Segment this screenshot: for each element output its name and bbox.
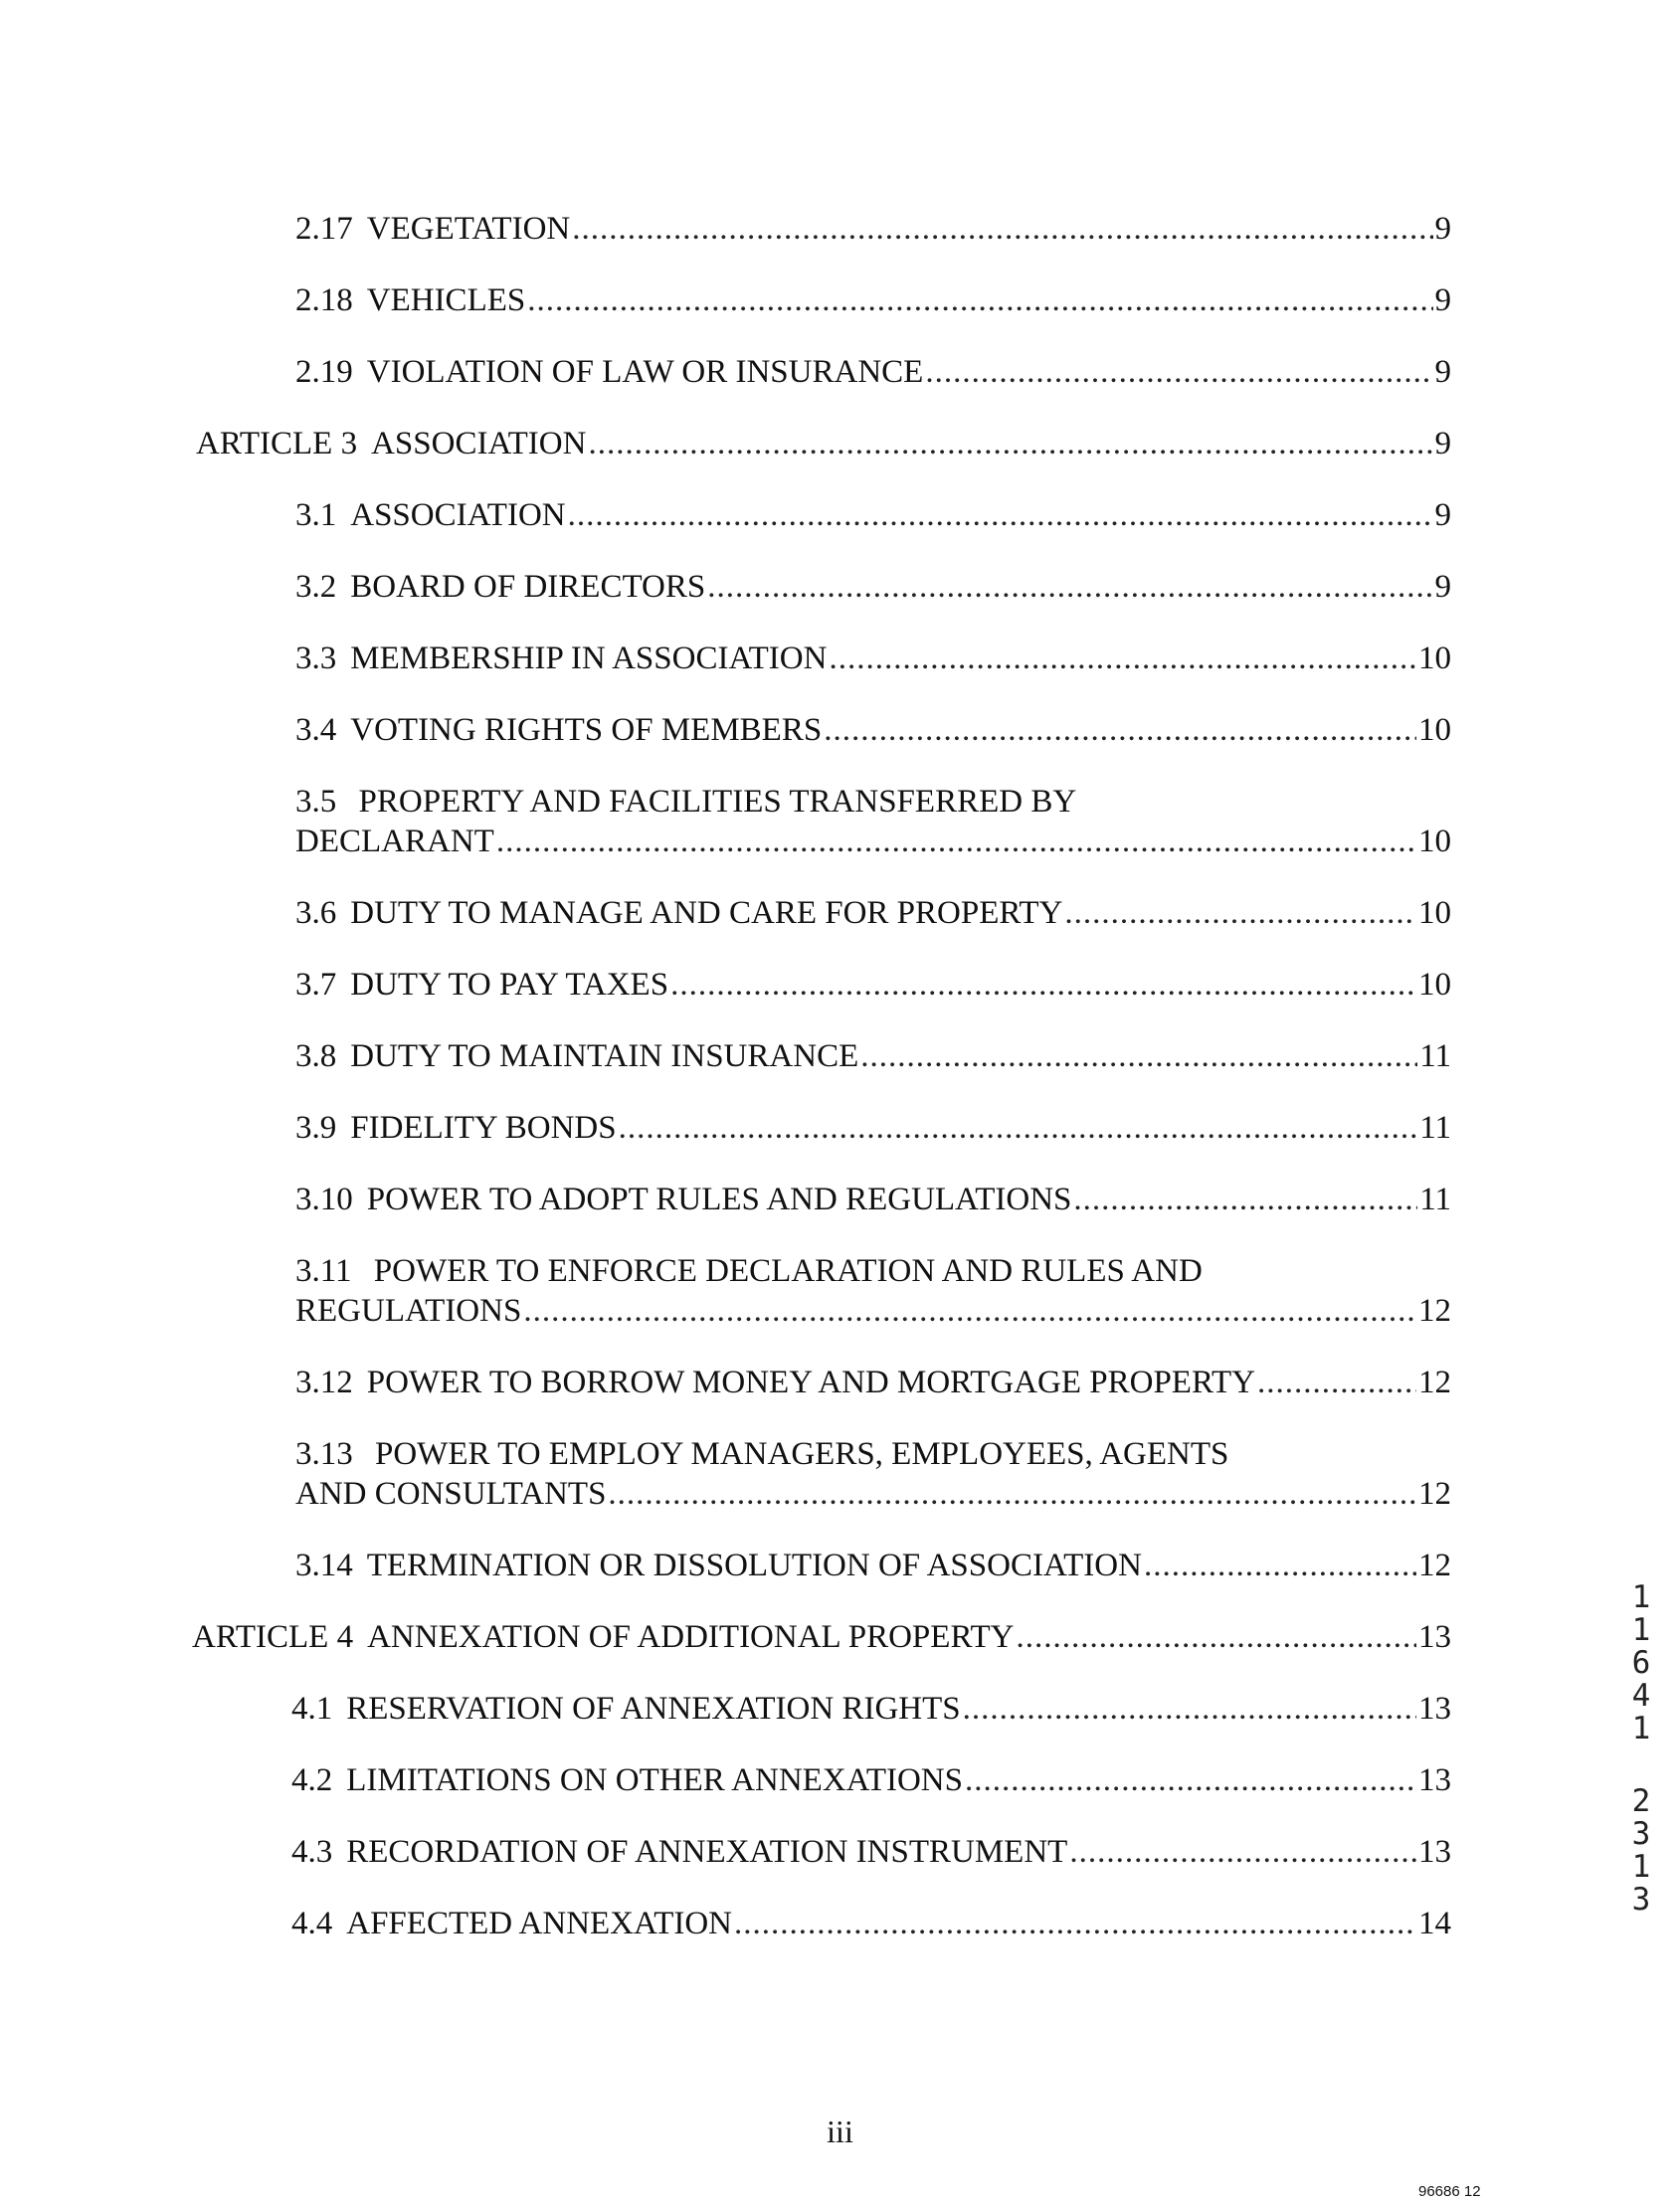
toc-entry	[295, 1363, 1451, 1402]
toc-page-number: 10	[1418, 895, 1451, 931]
toc-title: DUTY TO MANAGE AND CARE FOR PROPERTY	[350, 895, 1063, 931]
toc-page-number: 13	[1418, 1762, 1451, 1798]
toc-title: TERMINATION OR DISSOLUTION OF ASSOCIATION	[366, 1548, 1142, 1583]
dot-leader	[1257, 1363, 1416, 1402]
dot-leader	[1144, 1546, 1416, 1585]
toc-page-number: 12	[1418, 1293, 1451, 1329]
document-number: 96686 12	[1418, 2183, 1481, 2200]
toc-title: VOTING RIGHTS OF MEMBERS	[350, 712, 823, 748]
toc-page-number: 9	[1434, 354, 1451, 390]
toc-number: 3.3	[295, 641, 337, 676]
page-number: iii	[827, 2113, 853, 2149]
toc-page-number: 13	[1418, 1619, 1451, 1655]
toc-entry	[295, 567, 1451, 607]
toc-title: VEGETATION	[366, 211, 571, 247]
toc-page-number: 9	[1434, 426, 1451, 461]
toc-title: VEHICLES	[366, 282, 526, 318]
toc-title: LIMITATIONS ON OTHER ANNEXATIONS	[346, 1762, 963, 1798]
toc-entry	[295, 1036, 1451, 1076]
toc-number: 3.12	[295, 1365, 353, 1400]
toc-page-number: 14	[1418, 1906, 1451, 1941]
toc-entry	[295, 352, 1451, 392]
stamp-digit: 6	[1631, 1645, 1651, 1681]
toc-entry	[295, 1546, 1451, 1585]
toc-title: ASSOCIATION	[350, 497, 566, 533]
toc-page-number: 10	[1418, 712, 1451, 748]
toc-page-number: 12	[1418, 1365, 1451, 1400]
toc-title: ANNEXATION OF ADDITIONAL PROPERTY	[367, 1619, 1015, 1655]
dot-leader	[1064, 893, 1416, 933]
toc-title-continued: REGULATIONS	[295, 1293, 522, 1329]
toc-number: 3.10	[295, 1182, 353, 1217]
dot-leader	[965, 1760, 1416, 1800]
toc-entry	[295, 1251, 1451, 1331]
toc-title: POWER TO EMPLOY MANAGERS, EMPLOYEES, AGENTS	[375, 1436, 1229, 1472]
toc-title: ASSOCIATION	[371, 426, 587, 461]
toc-title: FIDELITY BONDS	[350, 1110, 617, 1146]
toc-title: POWER TO ADOPT RULES AND REGULATIONS	[366, 1182, 1072, 1217]
dot-leader	[824, 710, 1416, 750]
dot-leader	[1073, 1180, 1417, 1219]
toc-title: AFFECTED ANNEXATION	[346, 1906, 732, 1941]
toc-number: 4.4	[291, 1906, 333, 1941]
dot-leader	[1069, 1832, 1416, 1872]
toc-entry	[295, 1434, 1451, 1514]
toc-number: 3.7	[295, 967, 337, 1003]
toc-title: PROPERTY AND FACILITIES TRANSFERRED BY	[358, 784, 1077, 820]
toc-page-number: 12	[1418, 1548, 1451, 1583]
toc-entry	[295, 209, 1451, 249]
dot-leader	[572, 209, 1432, 249]
toc-entry	[291, 1904, 1451, 1943]
toc-entry	[291, 1689, 1451, 1729]
dot-leader	[829, 639, 1416, 678]
dot-leader	[619, 1108, 1418, 1148]
toc-article-entry	[196, 424, 1451, 463]
toc-title: DUTY TO PAY TAXES	[350, 967, 669, 1003]
dot-leader	[925, 352, 1432, 392]
toc-page-number: 11	[1419, 1110, 1451, 1146]
toc-entry	[291, 1832, 1451, 1872]
toc-page-number: 9	[1434, 211, 1451, 247]
toc-title: RECORDATION OF ANNEXATION INSTRUMENT	[346, 1834, 1068, 1870]
toc-number: 4.2	[291, 1762, 333, 1798]
toc-page-number: 9	[1434, 569, 1451, 605]
stamp-digit: 3	[1631, 1816, 1651, 1852]
dot-leader	[707, 567, 1432, 607]
toc-title: POWER TO BORROW MONEY AND MORTGAGE PROPERTY	[366, 1365, 1255, 1400]
toc-entry	[295, 965, 1451, 1005]
toc-title-continued: DECLARANT	[295, 824, 494, 859]
dot-leader	[523, 1291, 1416, 1331]
toc-page-number: 10	[1418, 641, 1451, 676]
stamp-digit: 1	[1631, 1711, 1651, 1746]
toc-page-number: 10	[1418, 967, 1451, 1003]
stamp-digit: 2	[1631, 1783, 1651, 1819]
toc-title-continued: AND CONSULTANTS	[295, 1476, 607, 1512]
recording-stamp	[1621, 1581, 1661, 1917]
dot-leader	[527, 280, 1432, 320]
toc-number: 3.8	[295, 1038, 337, 1074]
toc-title: RESERVATION OF ANNEXATION RIGHTS	[346, 1691, 961, 1727]
toc-page-number: 11	[1419, 1038, 1451, 1074]
dot-leader	[568, 495, 1433, 535]
toc-number: 3.2	[295, 569, 337, 605]
toc-entry	[295, 1180, 1451, 1219]
toc-number: 3.13	[295, 1436, 353, 1472]
toc-page-number: 13	[1418, 1691, 1451, 1727]
toc-number: 3.9	[295, 1110, 337, 1146]
toc-page-number: 12	[1418, 1476, 1451, 1512]
toc-number: 3.6	[295, 895, 337, 931]
toc-article-number: ARTICLE 3	[196, 426, 358, 461]
toc-number: 2.17	[295, 211, 353, 247]
toc-number: 3.1	[295, 497, 337, 533]
toc-number: 4.3	[291, 1834, 333, 1870]
toc-page-number: 10	[1418, 824, 1451, 859]
toc-number: 3.4	[295, 712, 337, 748]
toc-title: BOARD OF DIRECTORS	[350, 569, 706, 605]
toc-number: 3.14	[295, 1548, 353, 1583]
dot-leader	[734, 1904, 1416, 1943]
toc-entry	[295, 639, 1451, 678]
dot-leader	[670, 965, 1416, 1005]
toc-entry	[291, 1760, 1451, 1800]
toc-title: VIOLATION OF LAW OR INSURANCE	[366, 354, 924, 390]
toc-entry	[295, 495, 1451, 535]
dot-leader	[588, 424, 1432, 463]
toc-entry	[295, 1108, 1451, 1148]
toc-entry	[295, 280, 1451, 320]
toc-page-number: 9	[1434, 282, 1451, 318]
dot-leader	[1016, 1617, 1416, 1657]
toc-entry	[295, 893, 1451, 933]
dot-leader	[963, 1689, 1416, 1729]
stamp-digit: 1	[1631, 1612, 1651, 1648]
toc-page-number: 9	[1434, 497, 1451, 533]
stamp-digit: 4	[1631, 1678, 1651, 1714]
stamp-digit: 1	[1631, 1579, 1651, 1615]
toc-number: 3.5	[295, 784, 337, 820]
toc-page-number: 11	[1419, 1182, 1451, 1217]
toc-page-number: 13	[1418, 1834, 1451, 1870]
toc-entry	[295, 710, 1451, 750]
toc-number: 4.1	[291, 1691, 333, 1727]
dot-leader	[608, 1474, 1416, 1514]
toc-article-entry	[192, 1617, 1451, 1657]
toc-number: 3.11	[295, 1253, 352, 1289]
stamp-digit: 1	[1631, 1849, 1651, 1885]
toc-title: DUTY TO MAINTAIN INSURANCE	[350, 1038, 859, 1074]
toc-title: MEMBERSHIP IN ASSOCIATION	[350, 641, 828, 676]
dot-leader	[496, 822, 1416, 861]
toc-number: 2.19	[295, 354, 353, 390]
toc-title: POWER TO ENFORCE DECLARATION AND RULES AND	[373, 1253, 1203, 1289]
toc-article-number: ARTICLE 4	[192, 1619, 354, 1655]
stamp-digit: 3	[1631, 1882, 1651, 1918]
toc-number: 2.18	[295, 282, 353, 318]
dot-leader	[860, 1036, 1417, 1076]
toc-entry	[295, 782, 1451, 861]
